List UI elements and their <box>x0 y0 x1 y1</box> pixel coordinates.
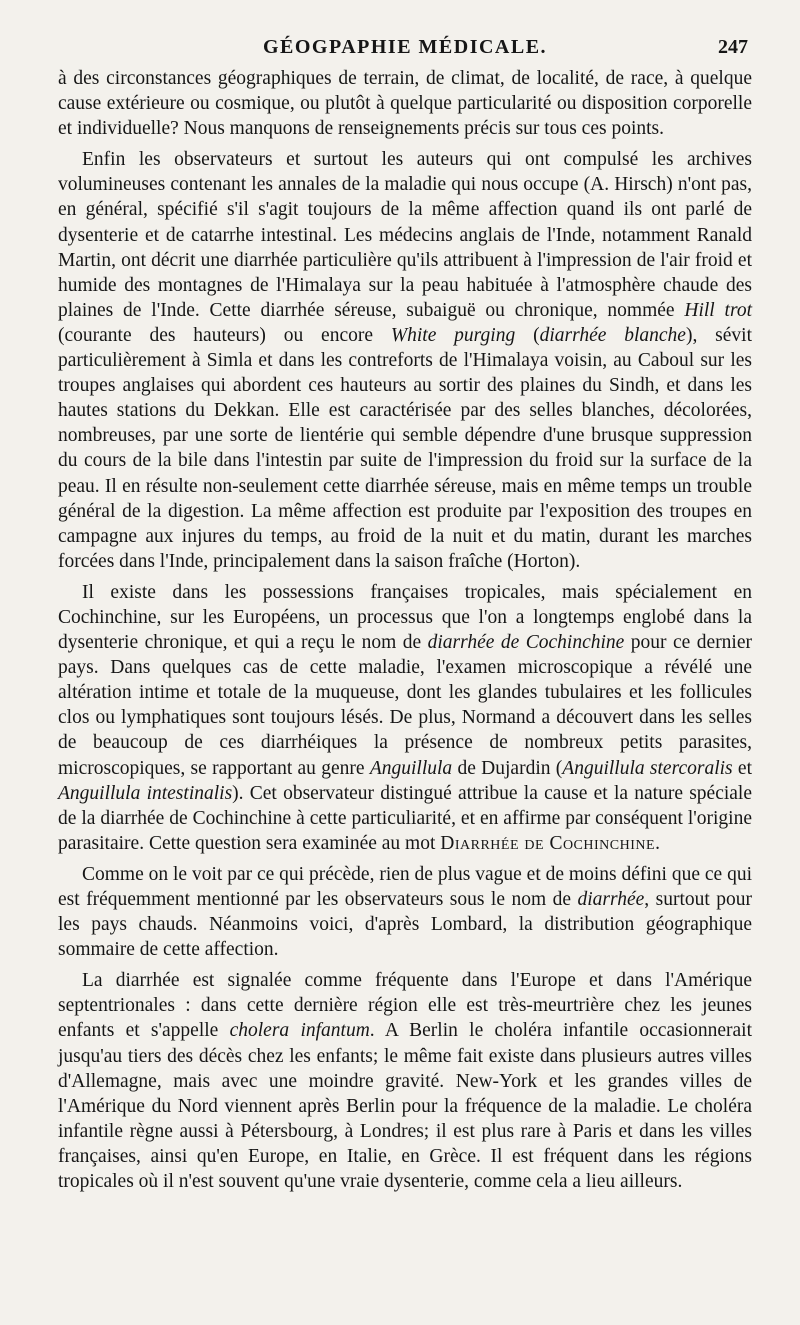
small-caps-term: Diarrhée de Cochinchine <box>440 832 656 854</box>
page-number: 247 <box>718 36 748 58</box>
italic-term: White purging <box>390 324 516 346</box>
paragraph <box>58 580 752 856</box>
page-header <box>58 30 752 66</box>
running-title: GÉOGPAPHIE MÉDICALE. <box>262 36 548 58</box>
text-run: pour ce dernier pays. Dans quelques cas de cette maladie, l'examen microscopique a révélé une altération intime et totale de la muqueuse, dont les glandes tubulaires et les follicules clos ou lymphatiques sont toujours lésés. De plus, Normand a découvert dans les selles de beaucoup de ces diarrhéiques la présence de nombreux petits parasites, microscopiques, se rapportant au genre <box>58 632 753 779</box>
body-text <box>58 66 752 1194</box>
paragraph <box>58 862 752 962</box>
text-run: Il existe dans les possessions françaises tropicales, mais spécialement en Cochinchine, sur les Européens, un processus que l'on a longtemps englobé dans la dysenterie chronique, et qui a reçu le nom de <box>58 581 752 654</box>
text-run: Enfin les observateurs et surtout les auteurs qui ont compulsé les archives volumineuses contenant les annales de la maladie qui nous occupe (A. Hirsch) n'ont pas, en général, spécifié s'il s'agit toujours de la même affection quand ils ont parlé de dysenterie et de catarrhe intestinal. Les médecins anglais de l'Inde, notamment Ranald Martin, ont décrit une diarrhée particulière qu'ils attribuent à l'impression de l'air froid et humide des montagnes de l'Himalaya sur la peau habituée à l'atmosphère chaude des plaines de l'Inde. Cette diarrhée séreuse, subaiguë ou chronique, nommée <box>58 149 752 321</box>
paragraph <box>58 66 752 141</box>
text-run: à des circonstances géographiques de terrain, de climat, de localité, de race, à quelque cause extérieure ou cosmique, ou plutôt à quelque particularité ou disposition corporelle et individuelle? Nous manquons de renseignements précis sur tous ces points. <box>58 68 752 140</box>
text-run: ( <box>515 324 540 346</box>
text-run: de Dujardin ( <box>452 757 563 779</box>
italic-term: diarrhée de Cochinchine <box>427 632 625 654</box>
italic-term: diarrhée <box>577 889 645 910</box>
italic-term: Anguillula stercoralis <box>562 757 733 779</box>
italic-term: Hill trot <box>684 299 752 321</box>
text-run: , surtout pour les pays chauds. Néanmoins voici, d'après Lombard, la distribution géographique sommaire de cette affection. <box>58 889 752 961</box>
text-run: ). Cet observateur distingué attribue la cause et la nature spéciale de la diarrhée de Cochinchine à cette particuliarité, et en affirme par conséquent l'origine parasitaire. Cette question sera examinée au mot <box>58 782 752 854</box>
italic-term: cholera infantum <box>229 1020 370 1042</box>
paragraph <box>58 968 752 1194</box>
paragraph <box>58 147 752 574</box>
text-run: . <box>655 832 660 854</box>
text-run: . A Berlin le choléra infantile occasionnerait jusqu'au tiers des décès chez les enfants; le même fait existe dans plusieurs autres villes d'Allemagne, mais avec une moindre gravité. New-York et les grandes villes de l'Amérique du Nord viennent après Berlin pour la fréquence de la maladie. Le choléra infantile règne aussi à Pétersbourg, à Londres; il est plus rare à Paris et dans les villes françaises, ainsi qu'en Europe, en Italie, en Grèce. Il est fréquent dans les régions tropicales où il n'est souvent qu'une vraie dysenterie, comme cela a lieu ailleurs. <box>58 1020 752 1193</box>
text-run: La diarrhée est signalée comme fréquente dans l'Europe et dans l'Amérique septentrionales : dans cette dernière région elle est très-meurtrière chez les jeunes enfants et s'appelle <box>58 970 752 1042</box>
italic-term: diarrhée blanche <box>539 324 686 346</box>
italic-term: Anguillula intestinalis <box>58 782 233 804</box>
italic-term: Anguillula <box>369 757 453 779</box>
text-run: ), sévit particulièrement à Simla et dans les contreforts de l'Himalaya voisin, au Caboul sur les troupes anglaises qui abordent ces hauteurs au sortir des plaines du Sindh, et dans les hautes stations du Dekkan. Elle est caractérisée par des selles blanches, décolorées, nombreuses, par une sorte de lientérie qui semble dépendre d'une brusque suppression du cours de la bile dans l'intestin par suite de l'impression du froid sur la surface de la peau. Il en résulte non-seulement cette diarrhée séreuse, mais en même temps un trouble général de la digestion. La même affection est produite par l'exposition des troupes en campagne aux injures du temps, au froid de la nuit et du matin, durant les marches forcées dans l'Inde, principalement dans la saison fraîche (Horton). <box>58 324 752 572</box>
text-run: (courante des hauteurs) ou encore <box>58 324 391 346</box>
text-run: Comme on le voit par ce qui précède, rien de plus vague et de moins défini que ce qui est fréquemment mentionné par les observateurs sous le nom de <box>58 863 752 910</box>
text-run: et <box>732 757 752 779</box>
